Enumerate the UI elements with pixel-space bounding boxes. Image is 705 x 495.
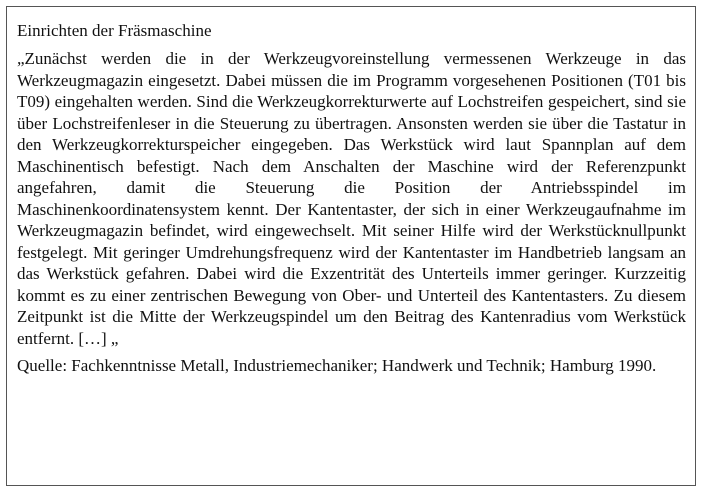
text-box <box>6 6 696 486</box>
source-citation: Quelle: Fachkenntnisse Metall, Industriemechaniker; Handwerk und Technik; Hamburg 1990. <box>17 356 657 375</box>
document-title: Einrichten der Fräsmaschine <box>17 21 212 40</box>
quote-paragraph: „Zunächst werden die in der Werkzeugvoreinstellung vermessenen Werkzeuge in das Werkzeugmagazin eingesetzt. Dabei müssen die im Programm vorgesehenen Positionen (T01 bis T09) eingehalten werden. Sind die Werkzeugkorrekturwerte auf Lochstreifen gespeichert, sind sie über Lochstreifenleser in die Steuerung zu übertragen. Ansonsten werden sie über die Tastatur in den Werkzeugkorrekturspeicher eingegeben. Das Werkstück wird laut Spannplan auf dem Maschinentisch befestigt. Nach dem Anschalten der Maschine wird der Referenzpunkt angefahren, damit die Steuerung die Position der Antriebsspindel im Maschinenkoordinatensystem kennt. Der Kantentaster, der sich in einer Werkzeugaufnahme im Werkzeugmagazin befindet, wird eingewechselt. Mit seiner Hilfe wird der Werkstücknullpunkt festgelegt. Mit geringer Umdrehungsfrequenz wird der Kantentaster im Handbetrieb langsam an das Werkstück gefahren. Dabei wird die Exzentrität des Unterteils immer geringer. Kurzzeitig kommt es zu einer zentrischen Bewegung von Ober- und Unterteil des Kantentasters. Zu diesem Zeitpunkt ist die Mitte der Werkzeugspindel um den Beitrag des Kantenradius vom Werkstück entfernt. […] „ <box>17 49 686 348</box>
